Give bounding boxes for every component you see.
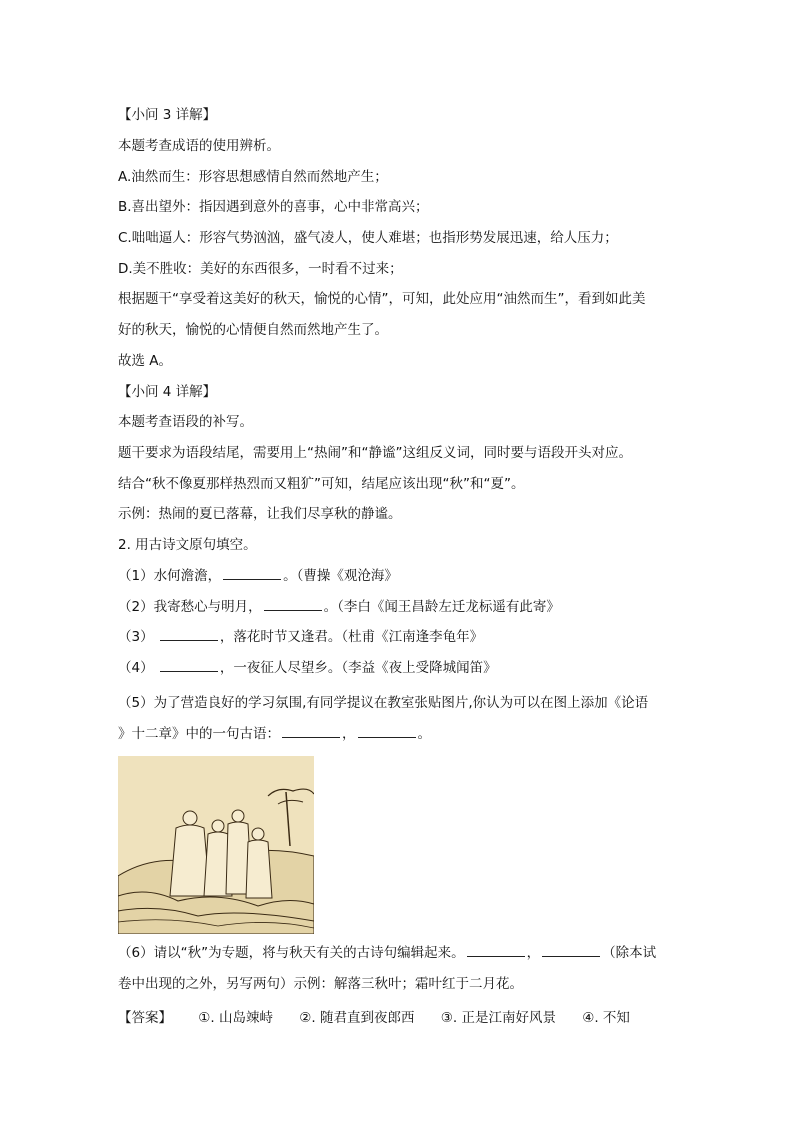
paragraph: 示例：热闹的夏已落幕，让我们尽享秋的静谧。 bbox=[118, 506, 402, 522]
answer-blank bbox=[160, 628, 218, 641]
paragraph: 故选 A。 bbox=[118, 353, 173, 369]
question-5-line1: （5）为了营造良好的学习氛围,有同学提议在教室张贴图片,你认为可以在图上添加《论语 bbox=[118, 695, 649, 711]
answer-blank bbox=[264, 598, 322, 611]
paragraph: 根据题干“享受着这美好的秋天，愉悦的心情”，可知，此处应用“油然而生”，看到如此美 bbox=[118, 291, 646, 307]
question-6-line2: 卷中出现的之外，另写两句）示例：解落三秋叶；霜叶红于二月花。 bbox=[118, 976, 523, 992]
answer-item: ④. 不知 bbox=[582, 1010, 630, 1026]
paragraph: 好的秋天，愉悦的心情便自然而然地产生了。 bbox=[118, 322, 388, 338]
question-6-line1: （6）请以“秋”为专题，将与秋天有关的古诗句编辑起来。 ， （除本试 bbox=[118, 945, 657, 961]
section-heading-q3: 【小问 3 详解】 bbox=[118, 107, 217, 123]
option-d: D.美不胜收：美好的东西很多，一时看不过来； bbox=[118, 261, 403, 277]
question-heading: 2. 用古诗文原句填空。 bbox=[118, 537, 257, 553]
illustration-image bbox=[118, 756, 314, 934]
answer-blank bbox=[358, 725, 416, 738]
answer-item: ①. 山岛竦峙 bbox=[198, 1010, 273, 1026]
paragraph: 结合“秋不像夏那样热烈而又粗犷”可知，结尾应该出现“秋”和“夏”。 bbox=[118, 476, 525, 492]
question-4: （4） ，一夜征人尽望乡。（李益《夜上受降城闻笛》 bbox=[118, 660, 497, 676]
question-1: （1）水何澹澹， 。（曹操《观沧海》 bbox=[118, 568, 398, 584]
section-heading-q4: 【小问 4 详解】 bbox=[118, 384, 217, 400]
paragraph: 题干要求为语段结尾，需要用上“热闹”和“静谧”这组反义词，同时要与语段开头对应。 bbox=[118, 445, 632, 461]
answer-blank bbox=[223, 567, 281, 580]
question-5-line2: 》十二章》中的一句古语： ， 。 bbox=[118, 726, 431, 742]
answer-item: ③. 正是江南好风景 bbox=[440, 1010, 556, 1026]
paragraph: 本题考查语段的补写。 bbox=[118, 414, 253, 430]
answer-label: 【答案】 bbox=[118, 1010, 172, 1026]
answer-blank bbox=[467, 944, 525, 957]
option-c: C.咄咄逼人：形容气势汹汹，盛气凌人，使人难堪；也指形势发展迅速，给人压力； bbox=[118, 230, 618, 246]
question-2: （2）我寄愁心与明月， 。（李白《闻王昌龄左迁龙标遥有此寄》 bbox=[118, 599, 560, 615]
answer-item: ②. 随君直到夜郎西 bbox=[299, 1010, 415, 1026]
question-3: （3） ，落花时节又逢君。（杜甫《江南逢李龟年》 bbox=[118, 629, 484, 645]
answer-blank bbox=[282, 725, 340, 738]
answer-line bbox=[118, 1009, 652, 1027]
answer-blank bbox=[542, 944, 600, 957]
answer-blank bbox=[160, 659, 218, 672]
paragraph: 本题考查成语的使用辨析。 bbox=[118, 138, 280, 154]
option-b: B.喜出望外：指因遇到意外的喜事，心中非常高兴； bbox=[118, 199, 429, 215]
option-a: A.油然而生：形容思想感情自然而然地产生； bbox=[118, 169, 388, 185]
confucius-illustration bbox=[118, 756, 314, 934]
